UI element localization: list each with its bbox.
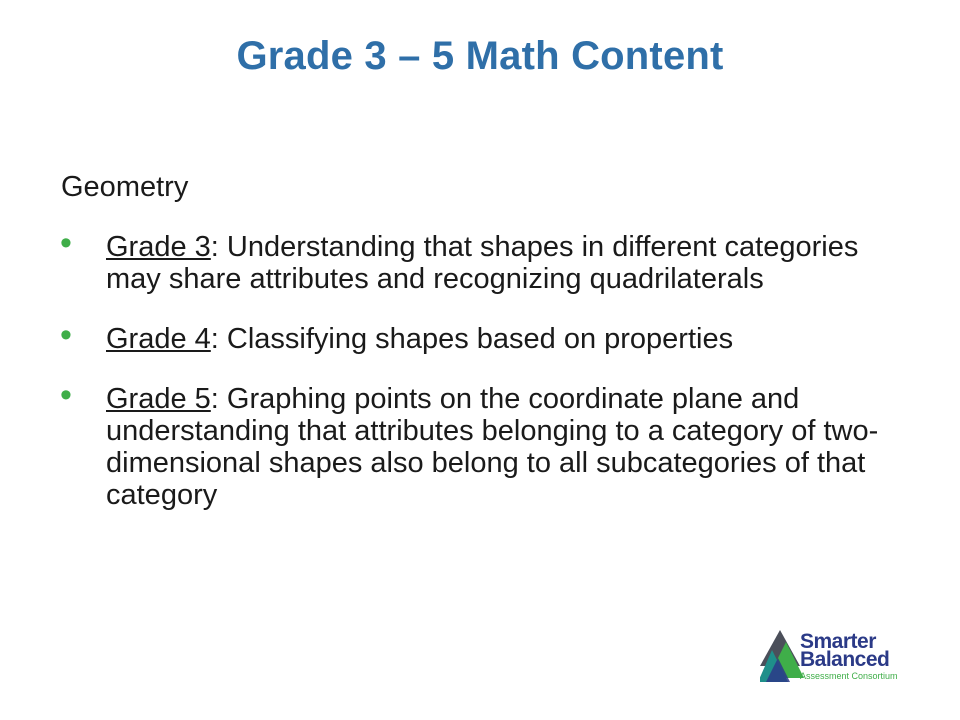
section-heading: Geometry [61,171,189,203]
bullet-dot-icon: • [60,316,72,354]
bullet-text: : Graphing points on the coordinate plane and understanding that attributes belonging to a category of two-dimensional shapes also belong to all subcategories of that category [106,383,879,511]
grade-label: Grade 4 [106,323,211,355]
bullet-item-grade-3 [60,224,900,295]
grade-label: Grade 5 [106,383,211,415]
logo-text-smarter: Smarter [800,630,876,653]
bullet-dot-icon: • [60,224,72,262]
smarter-balanced-logo [760,628,920,686]
logo-text-consortium: Assessment Consortium [800,671,898,681]
bullet-list [60,224,900,511]
bullet-item-grade-5 [60,376,900,511]
logo-triangles-icon [760,628,804,686]
grade-label: Grade 3 [106,231,211,263]
slide-title: Grade 3 – 5 Math Content [236,34,724,78]
bullet-item-grade-4 [60,316,900,355]
bullet-dot-icon: • [60,376,72,414]
logo-text-balanced: Balanced [800,648,890,671]
bullet-text: : Understanding that shapes in different categories may share attributes and recognizing quadrilaterals [106,231,859,295]
bullet-text: : Classifying shapes based on properties [210,323,734,355]
